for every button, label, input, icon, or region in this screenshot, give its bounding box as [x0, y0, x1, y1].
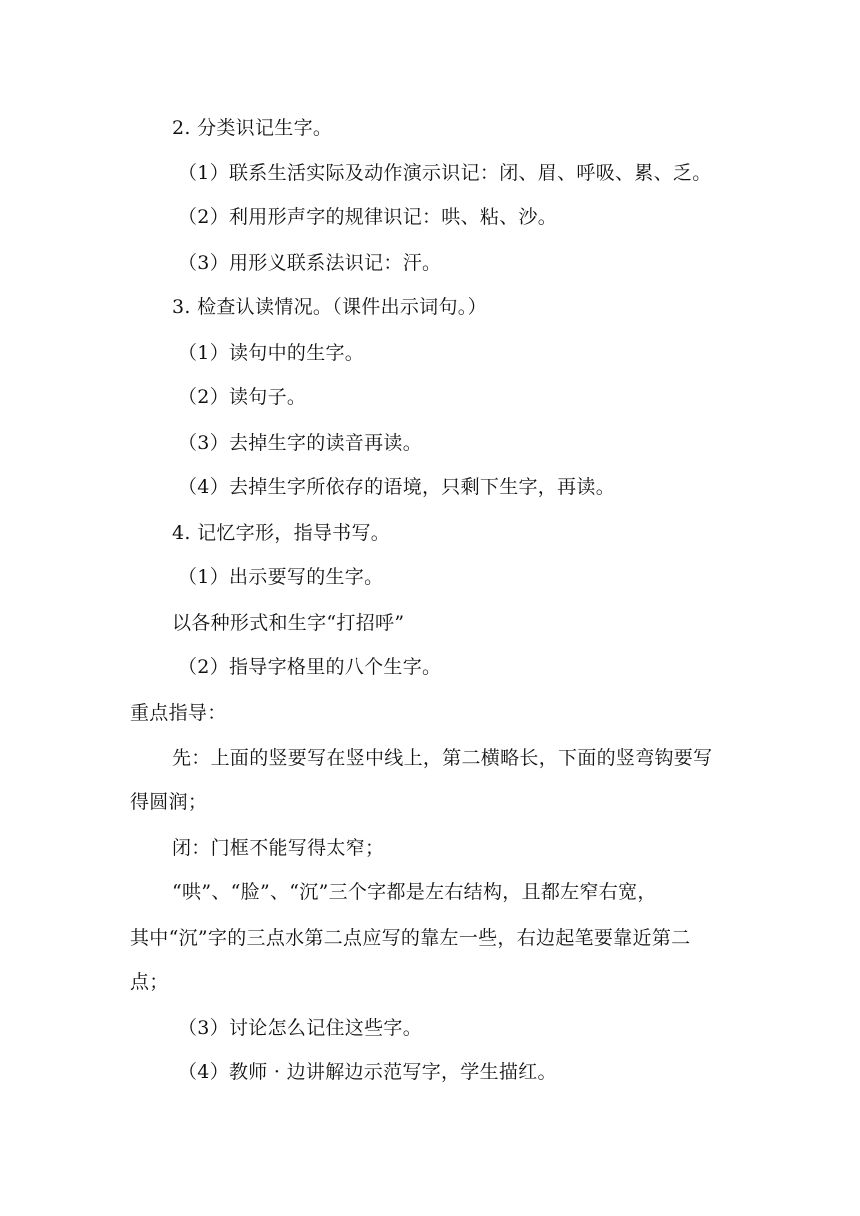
- step-2-heading: 2. 分类识记生字。: [172, 117, 333, 139]
- step-3-heading: 3. 检查认读情况。（课件出示词句。）: [172, 296, 487, 318]
- step-4-item-4: （4）教师 · 边讲解边示范写字，学生描红。: [178, 1061, 557, 1083]
- step-4-item-3: （3）讨论怎么记住这些字。: [178, 1017, 422, 1039]
- step-2-item-1: （1）联系生活实际及动作演示识记：闭、眉、呼吸、累、乏。: [178, 162, 712, 184]
- guidance-three-chars-1: “哄”、“脸”、“沉”三个字都是左右结构，且都左窄右宽，: [172, 881, 657, 903]
- step-3-item-2: （2）读句子。: [178, 386, 307, 408]
- guidance-three-chars-3: 点；: [130, 971, 169, 993]
- step-4-heading: 4. 记忆字形，指导书写。: [172, 522, 391, 544]
- guidance-bi-line: 闭：门框不能写得太窄；: [172, 837, 385, 859]
- step-3-item-3: （3）去掉生字的读音再读。: [178, 432, 422, 454]
- step-4-item-2: （2）指导字格里的八个生字。: [178, 656, 442, 678]
- step-3-item-4: （4）去掉生字所依存的语境，只剩下生字，再读。: [178, 476, 615, 498]
- step-3-item-1: （1）读句中的生字。: [178, 342, 365, 364]
- guidance-three-chars-2: 其中“沉”字的三点水第二点应写的靠左一些，右边起笔要靠近第二: [130, 927, 691, 949]
- step-4-item-1: （1）出示要写的生字。: [178, 566, 384, 588]
- key-guidance-heading: 重点指导：: [130, 702, 227, 724]
- step-2-item-2: （2）利用形声字的规律识记：哄、粘、沙。: [178, 206, 558, 228]
- guidance-xian-line-1: 先：上面的竖要写在竖中线上，第二横略长，下面的竖弯钩要写: [172, 747, 713, 769]
- step-2-item-3: （3）用形义联系法识记：汗。: [178, 252, 442, 274]
- greeting-line: 以各种形式和生字“打招呼”: [172, 612, 405, 634]
- guidance-xian-line-2: 得圆润；: [130, 791, 208, 813]
